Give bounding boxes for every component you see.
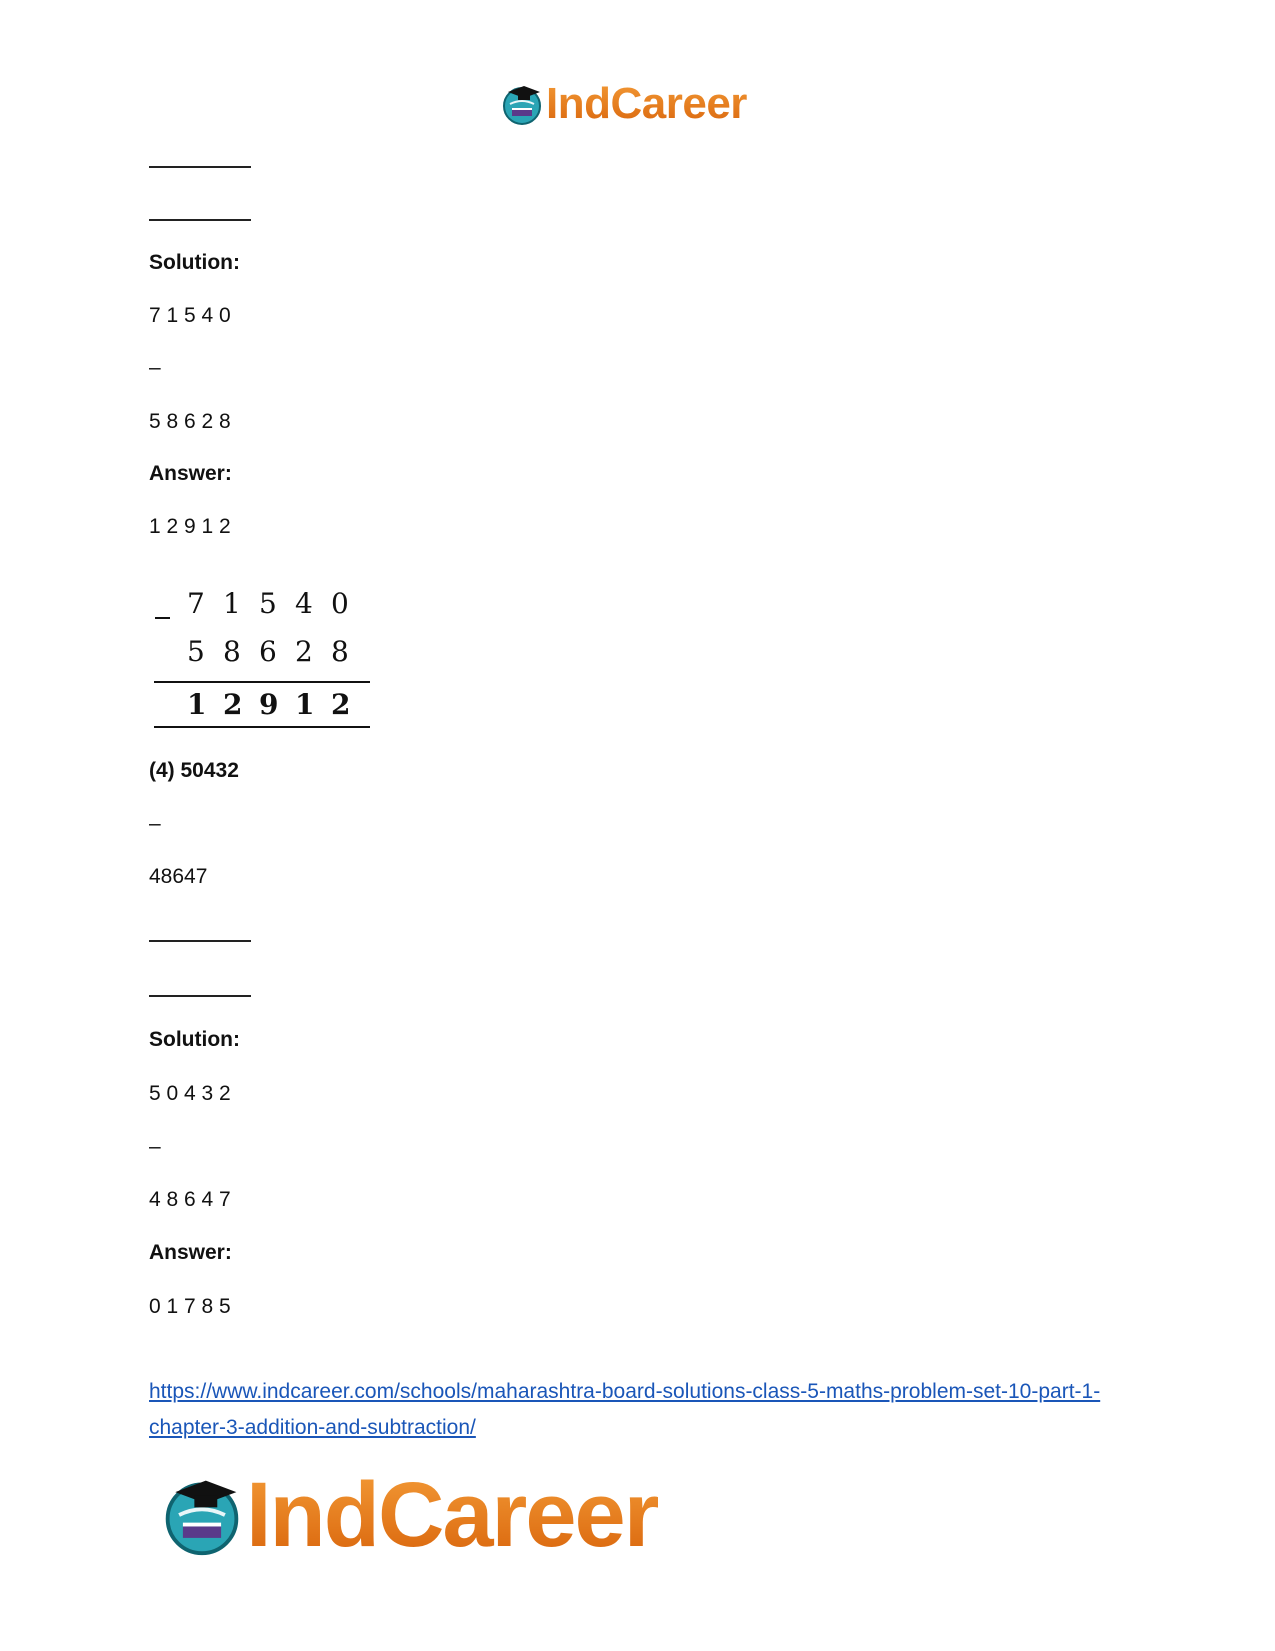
digit: 1	[223, 587, 241, 620]
digit: 2	[223, 688, 243, 721]
sum-line	[154, 681, 370, 683]
answer-blank-line	[149, 995, 251, 997]
globe-graduation-cap-icon	[160, 1473, 244, 1557]
digit: 5	[259, 587, 277, 620]
question-second-number: 48647	[149, 865, 208, 888]
minus-sign: –	[149, 356, 161, 379]
answer-label: Answer:	[149, 1241, 232, 1264]
solution-number-line: 5 8 6 2 8	[149, 410, 231, 433]
source-url-link[interactable]: https://www.indcareer.com/schools/maharashtra-board-solutions-class-5-maths-problem-set-10-part-1-chapter-3-addition-and-subtraction/	[149, 1380, 1101, 1439]
digit: 2	[331, 688, 351, 721]
minuend-row	[187, 587, 367, 620]
digit: 7	[187, 587, 205, 620]
digit: 8	[331, 635, 349, 668]
digit: 4	[295, 587, 313, 620]
brand-wordmark: IndCareer	[246, 1464, 658, 1566]
question-heading: (4) 50432	[149, 759, 239, 782]
answer-blank-line	[149, 219, 251, 221]
digit: 1	[187, 688, 207, 721]
digit: 5	[187, 635, 205, 668]
answer-value: 0 1 7 8 5	[149, 1295, 231, 1318]
globe-graduation-cap-icon	[500, 82, 544, 126]
answer-blank-line	[149, 166, 251, 168]
answer-label: Answer:	[149, 462, 232, 485]
digit: 0	[331, 587, 349, 620]
answer-value: 1 2 9 1 2	[149, 515, 231, 538]
digit: 2	[295, 635, 313, 668]
solution-label: Solution:	[149, 251, 240, 274]
footer-logo	[160, 1464, 658, 1566]
digit: 1	[295, 688, 315, 721]
digit: 9	[259, 688, 279, 721]
underline	[154, 726, 370, 728]
minus-sign: –	[149, 1135, 161, 1158]
subtrahend-row	[187, 635, 367, 668]
solution-number-line: 7 1 5 4 0	[149, 304, 231, 327]
subtraction-working-figure	[149, 587, 374, 737]
digit: 8	[223, 635, 241, 668]
solution-number-line: 4 8 6 4 7	[149, 1188, 231, 1211]
brand-wordmark: IndCareer	[546, 79, 747, 128]
header-logo	[500, 80, 747, 128]
difference-row	[187, 688, 367, 721]
minus-sign	[155, 617, 170, 619]
solution-label: Solution:	[149, 1028, 240, 1051]
minus-sign: –	[149, 812, 161, 835]
solution-number-line: 5 0 4 3 2	[149, 1082, 231, 1105]
answer-blank-line	[149, 940, 251, 942]
digit: 6	[259, 635, 277, 668]
